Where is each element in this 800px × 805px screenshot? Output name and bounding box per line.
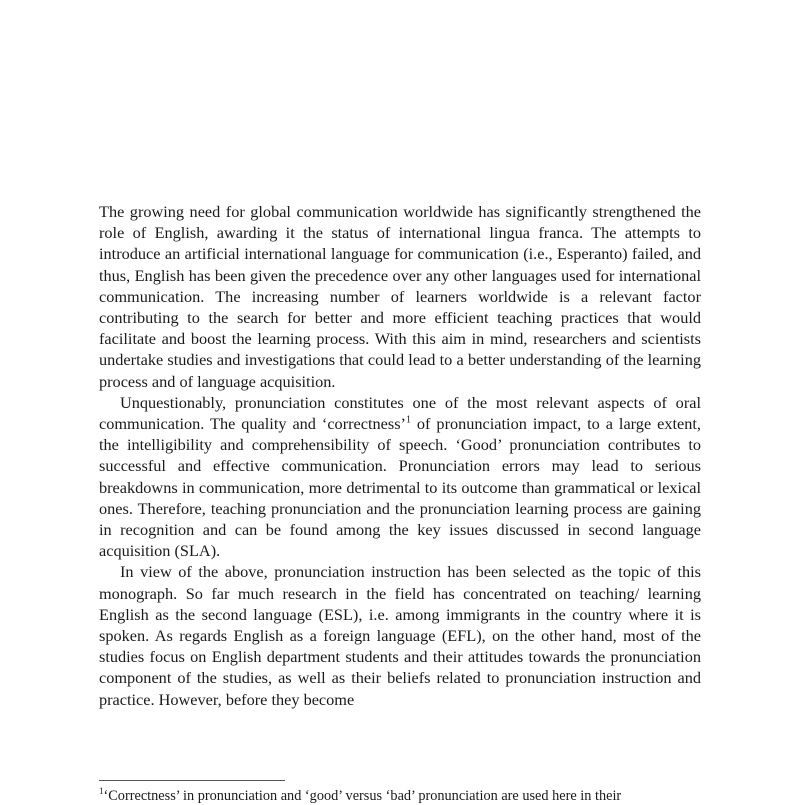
paragraph-1	[99, 201, 701, 392]
paragraph-2-text-before: Unquestionably, pronunciation constitutes one of the most relevant aspects of oral communication. The quality and ‘correctness’	[99, 392, 701, 434]
paragraph-2-text-after: of pronunciation impact, to a large extent, the intelligibility and comprehensibility of speech. ‘Good’ pronunciation contributes to successful and effective communication. Pronunciation errors may lead to serious breakdowns in communication, more detrimental to its outcome than grammatical or lexical ones. Therefore, teaching pronunciation and the pronunciation learning process are gaining in recognition and can be found among the key issues discussed in second language acquisition (SLA).	[99, 414, 701, 561]
footnote-divider	[99, 780, 285, 781]
footnote-reference-mark[interactable]: 1	[405, 414, 411, 426]
body-text	[99, 201, 701, 710]
footnote	[99, 787, 701, 805]
footnote-number: 1	[99, 787, 104, 797]
footnote-text: ‘Correctness’ in pronunciation and ‘good’ versus ‘bad’ pronunciation are used here in their	[103, 788, 622, 804]
paragraph-2	[99, 392, 701, 562]
paragraph-1-text: The growing need for global communication worldwide has significantly strengthened the role of English, awarding it the status of international lingua franca. The attempts to introduce an artificial international language for communication (i.e., Esperanto) failed, and thus, English has been given the precedence over any other languages used for international communication. The increasing number of learners worldwide is a relevant factor contributing to the search for better and more efficient teaching practices that would facilitate and boost the learning process. With this aim in mind, researchers and scientists undertake studies and investigations that could lead to a better understanding of the learning process and of language acquisition.	[99, 202, 701, 391]
paragraph-3-text: In view of the above, pronunciation instruction has been selected as the topic of this monograph. So far much research in the field has concentrated on teaching/ learning English as the second language (ESL), i.e. among immigrants in the country where it is spoken. As regards English as a foreign language (EFL), on the other hand, most of the studies focus on English department students and their attitudes towards the pronunciation component of the studies, as well as their beliefs related to pronunciation instruction and practice. However, before they become	[99, 562, 701, 709]
paragraph-3	[99, 561, 701, 709]
